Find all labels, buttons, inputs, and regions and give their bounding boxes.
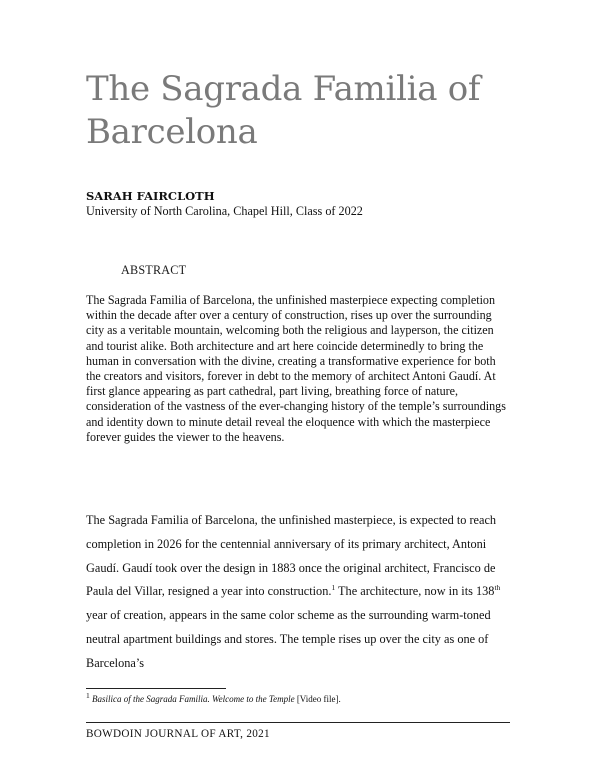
- abstract-text: The Sagrada Familia of Barcelona, the unfinished masterpiece expecting completion within the decade after over a century of construction, rises up over the surrounding city as a veritable mountain, welcoming both the religious and layperson, the citizen and tourist alike. Both architecture and art here coincide determinedly to bring the human in conversation with the divine, creating a transformative experience for both the creators and visitors, forever in debt to the memory of architect Antoni Gaudí. At first glance appearing as part cathedral, part living, breathing force of nature, consideration of the vastness of the ever-changing history of the temple’s surroundings and identity down to minute detail reveal the eloquence with which the masterpiece forever guides the viewer to the heavens.: [86, 293, 506, 444]
- page-footer: BOWDOIN JOURNAL OF ART, 2021: [86, 728, 270, 740]
- ordinal-suffix: th: [494, 583, 501, 593]
- footnote-marker: 1: [86, 691, 90, 700]
- body-paragraph: [86, 509, 514, 676]
- footnote-reference: 1: [331, 583, 336, 593]
- body-text-part-1: The Sagrada Familia of Barcelona, the unfinished masterpiece, is expected to reach completion in 2026 for the centennial anniversary of its primary architect, Antoni Gaudí. Gaudí took over the design in 1883 once the original architect, Francisco de Paula del Villar, resigned a year into construction.: [86, 513, 497, 599]
- footnote-separator: [86, 688, 226, 689]
- article-title: The Sagrada Familia of Barcelona: [86, 69, 481, 152]
- body-text-part-2: The architecture, now in its 138: [335, 584, 495, 599]
- footnote-citation-title: Basilica of the Sagrada Familia. Welcome to the Temple: [92, 694, 295, 704]
- body-text-part-3: year of creation, appears in the same color scheme as the surrounding warm-toned neutral apartment buildings and stores. The temple rises up over the city as one of Barcelona’s: [86, 608, 491, 670]
- abstract-heading: ABSTRACT: [121, 263, 187, 277]
- footnote: [86, 691, 341, 704]
- author-name: SARAH FAIRCLOTH: [86, 189, 215, 203]
- footnote-citation-rest: [Video file].: [294, 694, 341, 704]
- author-affiliation: University of North Carolina, Chapel Hill, Class of 2022: [86, 204, 363, 218]
- footer-rule: [86, 722, 510, 723]
